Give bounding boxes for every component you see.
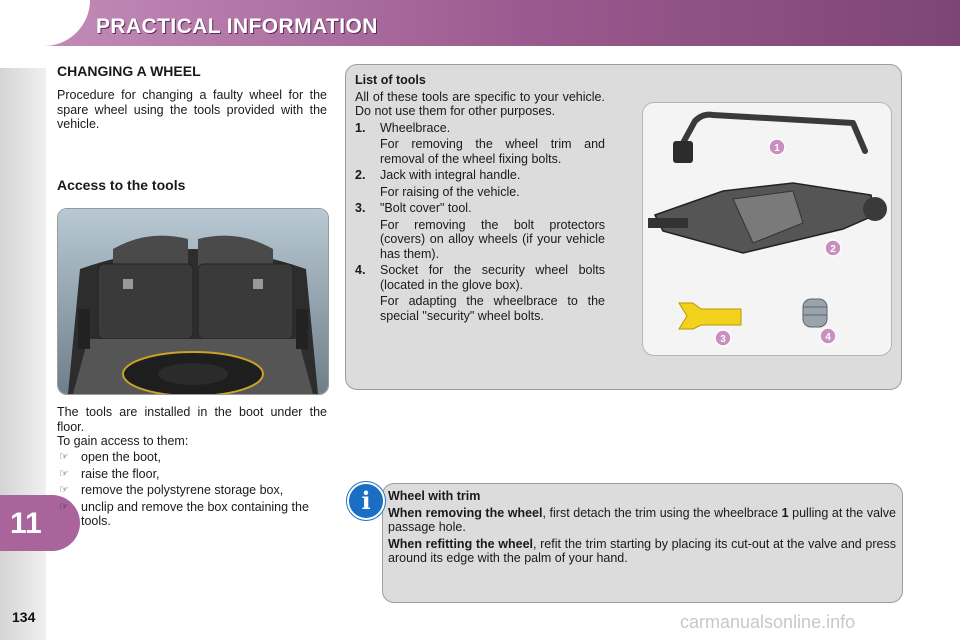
wheelbrace-icon bbox=[673, 115, 865, 163]
tools-list bbox=[355, 73, 605, 323]
tool-number: 1. bbox=[355, 120, 366, 135]
chapter-number: 11 bbox=[10, 507, 42, 540]
tool-label: Jack with integral handle. bbox=[380, 168, 521, 182]
tool-description: For removing the wheel trim and removal of the wheel fixing bolts. bbox=[380, 137, 605, 166]
intro-paragraph: Procedure for changing a faulty wheel for the spare wheel using the tools provided with the vehicle. bbox=[57, 88, 327, 131]
tools-title: List of tools bbox=[355, 73, 426, 87]
access-steps-list bbox=[57, 450, 327, 531]
tool-number: 4. bbox=[355, 263, 366, 277]
security-socket-icon bbox=[803, 299, 827, 327]
page-title: PRACTICAL INFORMATION bbox=[96, 15, 378, 38]
watermark: carmanualsonline.info bbox=[680, 612, 856, 632]
section-heading: CHANGING A WHEEL bbox=[57, 63, 201, 79]
svg-text:4: 4 bbox=[825, 332, 831, 343]
info-title: Wheel with trim bbox=[388, 489, 481, 503]
side-strip bbox=[0, 68, 46, 640]
tool-number: 3. bbox=[355, 201, 366, 215]
tool-item bbox=[355, 121, 605, 136]
page-header bbox=[0, 0, 960, 46]
callout-3 bbox=[715, 330, 731, 346]
list-item: ☞ raise the floor, bbox=[59, 466, 160, 481]
access-intro-text: To gain access to them: bbox=[57, 434, 189, 448]
tools-illustration bbox=[642, 102, 892, 356]
tool-description: For removing the bolt protectors (covers) on alloy wheels (if your vehicle has them). bbox=[380, 217, 605, 261]
pointing-hand-icon: ☞ bbox=[59, 500, 69, 513]
tools-location-text: The tools are installed in the boot under the floor. bbox=[57, 405, 327, 434]
callout-2 bbox=[825, 240, 841, 256]
list-item: ☞ open the boot, bbox=[59, 450, 161, 464]
tool-description: For adapting the wheelbrace to the special "security" wheel bolts. bbox=[380, 294, 605, 323]
tool-label: Socket for the security wheel bolts (located in the glove box). bbox=[380, 263, 605, 292]
jack-icon bbox=[648, 183, 887, 253]
svg-text:1: 1 bbox=[774, 143, 780, 154]
tool-item bbox=[355, 201, 605, 216]
callout-4 bbox=[820, 328, 836, 344]
info-icon: i bbox=[347, 482, 385, 520]
tool-item bbox=[355, 168, 605, 183]
removing-label: When removing the wheel bbox=[388, 505, 543, 520]
removing-text: , first detach the trim using the wheelbrace bbox=[542, 505, 779, 520]
tool-item bbox=[355, 263, 605, 292]
pointing-hand-icon: ☞ bbox=[59, 467, 69, 480]
bolt-cover-tool-icon bbox=[679, 303, 741, 329]
svg-text:2: 2 bbox=[830, 244, 836, 255]
pointing-hand-icon: ☞ bbox=[59, 484, 69, 496]
removing-text-2: pulling at the valve passage hole. bbox=[388, 505, 896, 534]
info-text bbox=[388, 489, 896, 568]
callout-1 bbox=[769, 139, 785, 155]
tool-description: For raising of the vehicle. bbox=[380, 184, 520, 199]
header-tab-cutout bbox=[0, 0, 90, 46]
page-number: 134 bbox=[12, 609, 36, 625]
list-item: ☞ unclip and remove the box containing the tools. bbox=[59, 499, 309, 528]
tool-label: Wheelbrace. bbox=[380, 120, 451, 135]
refitting-label: When refitting the wheel bbox=[388, 536, 533, 551]
removing-ref: 1 bbox=[781, 505, 789, 520]
tool-number: 2. bbox=[355, 168, 366, 182]
tool-label: "Bolt cover" tool. bbox=[380, 201, 472, 215]
svg-text:3: 3 bbox=[720, 334, 726, 345]
pointing-hand-icon: ☞ bbox=[59, 451, 69, 463]
boot-photo bbox=[57, 208, 329, 395]
refitting-text: , refit the trim starting by placing its cut-out at the valve and press around its edge with the palm of your hand. bbox=[388, 536, 896, 565]
subsection-heading: Access to the tools bbox=[57, 177, 186, 193]
list-item: ☞ remove the polystyrene storage box, bbox=[59, 483, 284, 497]
tools-intro: All of these tools are specific to your vehicle. Do not use them for other purposes. bbox=[355, 89, 605, 118]
